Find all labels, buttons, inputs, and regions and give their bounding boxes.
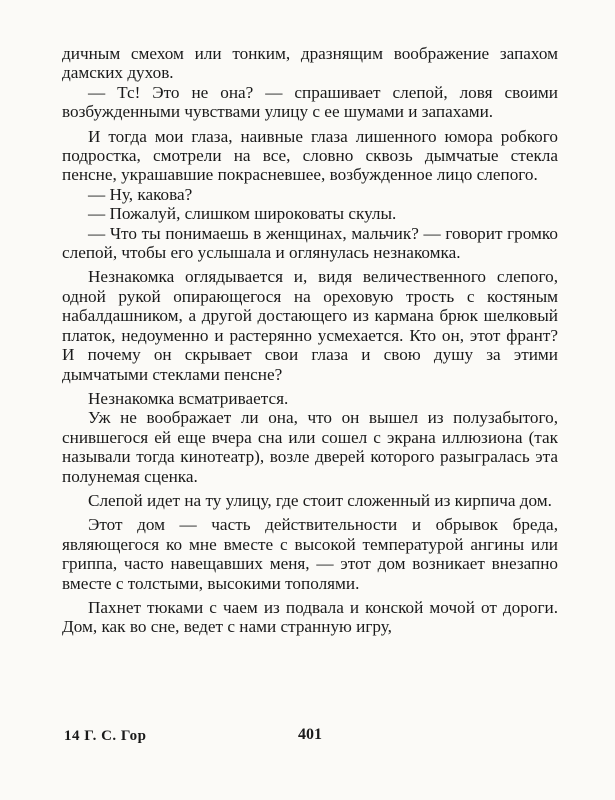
paragraph: Этот дом — часть действительности и обрывок бреда, являющегося ко мне вместе с высокой температурой ангины или гриппа, часто навещавших меня, — этот дом возникает внезапно вместе с толстыми, высокими тополями. — [62, 515, 558, 593]
signature-mark: 14 Г. С. Гор — [64, 728, 147, 744]
paragraph: — Тс! Это не она? — спрашивает слепой, ловя своими возбужденными чувствами улицу с ее шумами и запахами. — [62, 82, 558, 122]
paragraph: Слепой идет на ту улицу, где стоит сложенный из кирпича дом. — [88, 490, 552, 510]
paragraph: Незнакомка оглядывается и, видя величественного слепого, одной рукой опирающегося на ореховую трость с костяным набалдашником, а другой достающего из кармана брюк шелковый платок, недоуменно и растерянно усмехается. Кто он, этот франт? И почему он скрывает свои глаза и свою душу за этими дымчатыми стеклами пенсне? — [62, 267, 558, 384]
paragraph: — Что ты понимаешь в женщинах, мальчик? — говорит громко слепой, чтобы его услышала и оглянулась незнакомка. — [62, 223, 558, 263]
paragraph: Незнакомка всматривается. — [88, 388, 289, 408]
paragraph: И тогда мои глаза, наивные глаза лишенного юмора робкого подростка, смотрели на все, словно сквозь дымчатые стекла пенсне, украшавшие покрасневшее, возбужденное лицо слепого. — [62, 126, 558, 185]
paragraph: — Пожалуй, слишком широковаты скулы. — [88, 204, 397, 224]
paragraph: Уж не воображает ли она, что он вышел из полузабытого, снившегося ей еще вчера сна или сошел с экрана иллюзиона (так называли тогда кинотеатр), возле дверей которого разыгралась эта полунемая сценка. — [62, 408, 558, 486]
body-text — [62, 44, 558, 637]
page-number: 401 — [298, 726, 322, 743]
paragraph: Пахнет тюками с чаем из подвала и конской мочой от дороги. Дом, как во сне, ведет с нами странную игру, — [62, 597, 558, 637]
paragraph: дичным смехом или тонким, дразнящим воображение запахом дамских духов. — [62, 44, 558, 83]
page-footer — [62, 726, 558, 748]
paragraph: — Ну, какова? — [88, 184, 193, 204]
